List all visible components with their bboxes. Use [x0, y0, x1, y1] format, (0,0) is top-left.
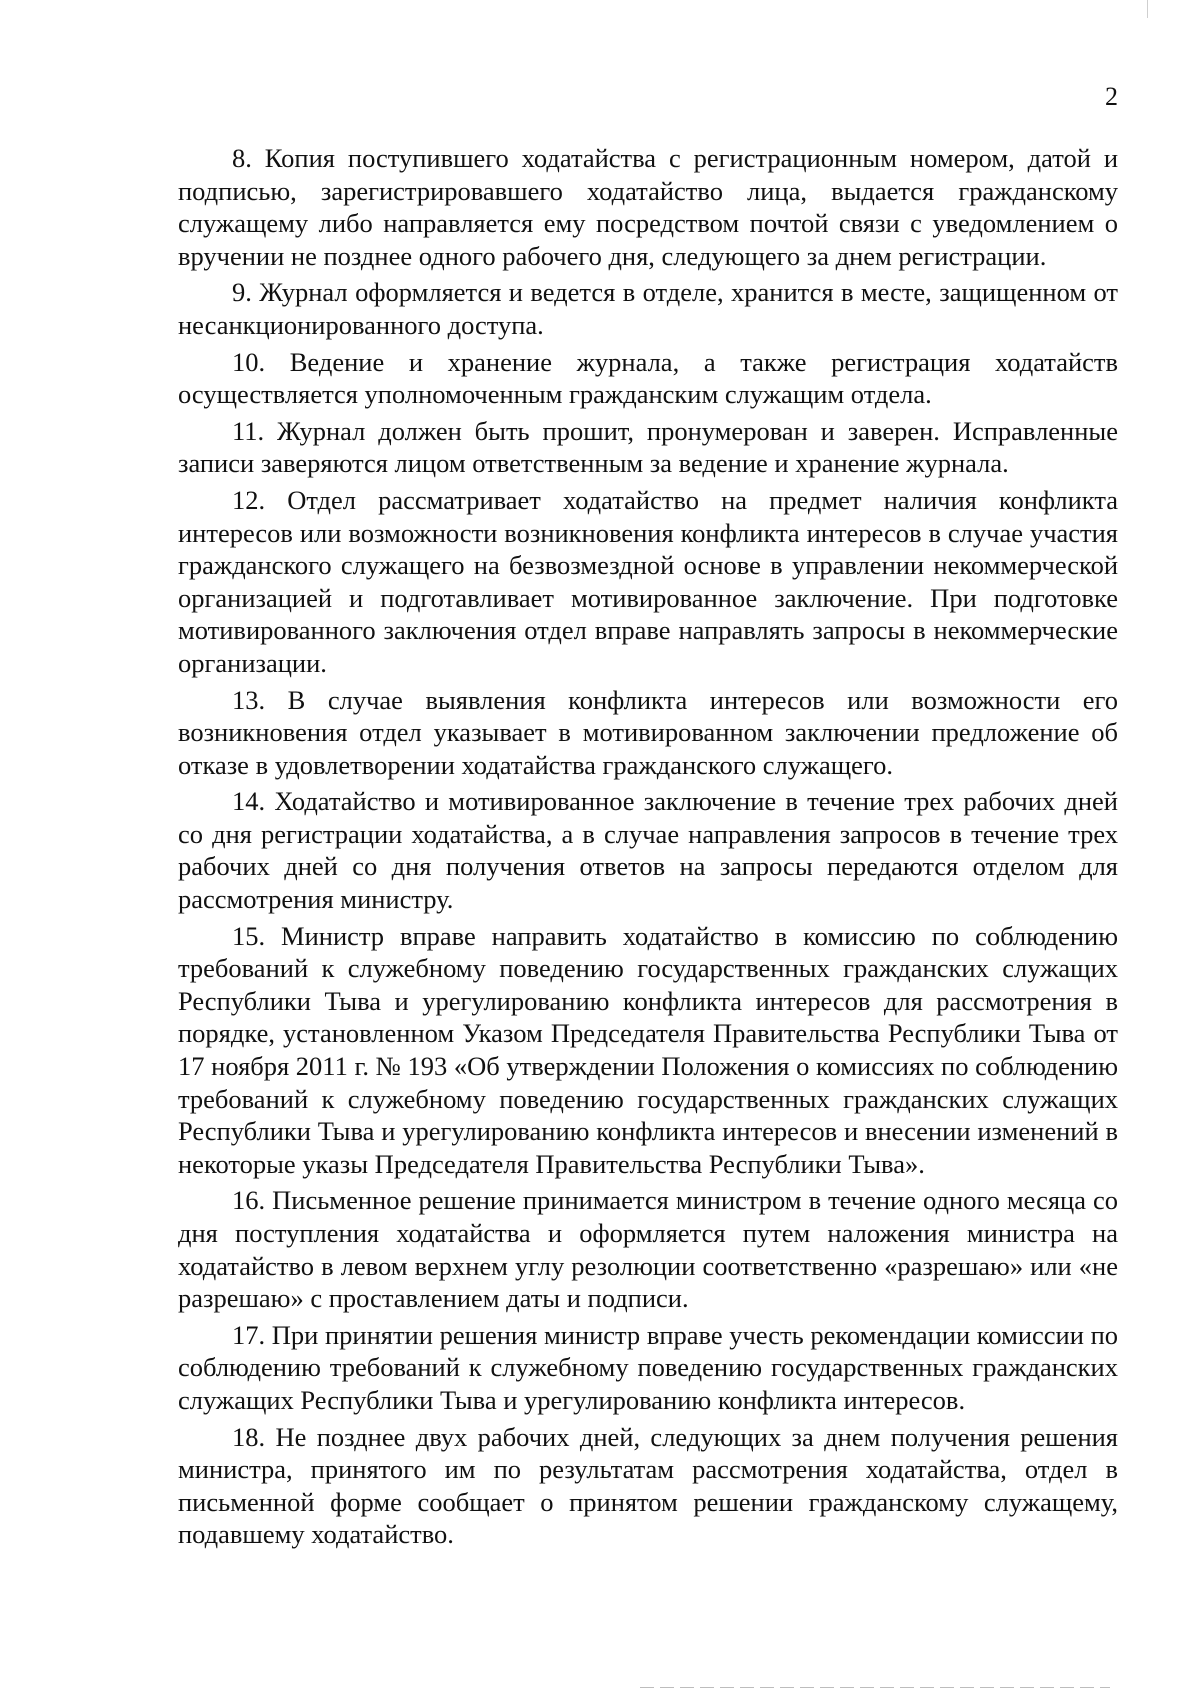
- scan-edge-mark: [1147, 0, 1148, 18]
- paragraph-11: 11. Журнал должен быть прошит, пронумерован и заверен. Исправленные записи заверяются лицом ответственным за ведение и хранение журнала.: [178, 415, 1118, 479]
- paragraph-8: 8. Копия поступившего ходатайства с регистрационным номером, датой и подписью, зарегистрировавшего ходатайство лица, выдается гражданскому служащему либо направляется ему посредством почтой связи с уведомлением о вручении не позднее одного рабочего дня, следующего за днем регистрации.: [178, 143, 1118, 271]
- paragraph-15: 15. Министр вправе направить ходатайство в комиссию по соблюдению требований к служебному поведению государственных гражданских служащих Республики Тыва и урегулированию конфликта интересов для рассмотрения в порядке, установленном Указом Председателя Правительства Республики Тыва от 17 ноября 2011 г. № 193 «Об утверждении Положения о комиссиях по соблюдению требований к служебному поведению государственных гражданских служащих Республики Тыва и урегулированию конфликта интересов и внесении изменений в некоторые указы Председателя Правительства Республики Тыва».: [178, 920, 1118, 1179]
- scan-footer-line: [640, 1687, 1110, 1688]
- paragraph-10: 10. Ведение и хранение журнала, а также регистрация ходатайств осуществляется уполномоченным гражданским служащим отдела.: [178, 346, 1118, 410]
- paragraph-9: 9. Журнал оформляется и ведется в отделе, хранится в месте, защищенном от несанкционированного доступа.: [178, 277, 1118, 340]
- document-body: [178, 142, 1118, 1555]
- paragraph-14: 14. Ходатайство и мотивированное заключение в течение трех рабочих дней со дня регистрации ходатайства, а в случае направления запросов в течение трех рабочих дней со дня получения ответов на запросы передаются отделом для рассмотрения министру.: [178, 786, 1118, 915]
- paragraph-13: 13. В случае выявления конфликта интересов или возможности его возникновения отдел указывает в мотивированном заключении предложение об отказе в удовлетворении ходатайства гражданского служащего.: [178, 684, 1118, 780]
- paragraph-17: 17. При принятии решения министр вправе учесть рекомендации комиссии по соблюдению требований к служебному поведению государственных гражданских служащих Республики Тыва и урегулированию конфликта интересов.: [178, 1319, 1118, 1415]
- paragraph-12: 12. Отдел рассматривает ходатайство на предмет наличия конфликта интересов или возможности возникновения конфликта интересов в случае участия гражданского служащего на безвозмездной основе в управлении некоммерческой организацией и подготавливает мотивированное заключение. При подготовке мотивированного заключения отдел вправе направлять запросы в некоммерческие организации.: [178, 484, 1118, 678]
- paragraph-16: 16. Письменное решение принимается министром в течение одного месяца со дня поступления ходатайства и оформляется путем наложения министра на ходатайство в левом верхнем углу резолюции соответственно «разрешаю» или «не разрешаю» с проставлением даты и подписи.: [178, 1185, 1118, 1314]
- page-number: 2: [1105, 82, 1118, 111]
- paragraph-18: 18. Не позднее двух рабочих дней, следующих за днем получения решения министра, принятого им по результатам рассмотрения ходатайства, отдел в письменной форме сообщает о принятом решении гражданскому служащему, подавшему ходатайство.: [178, 1421, 1118, 1550]
